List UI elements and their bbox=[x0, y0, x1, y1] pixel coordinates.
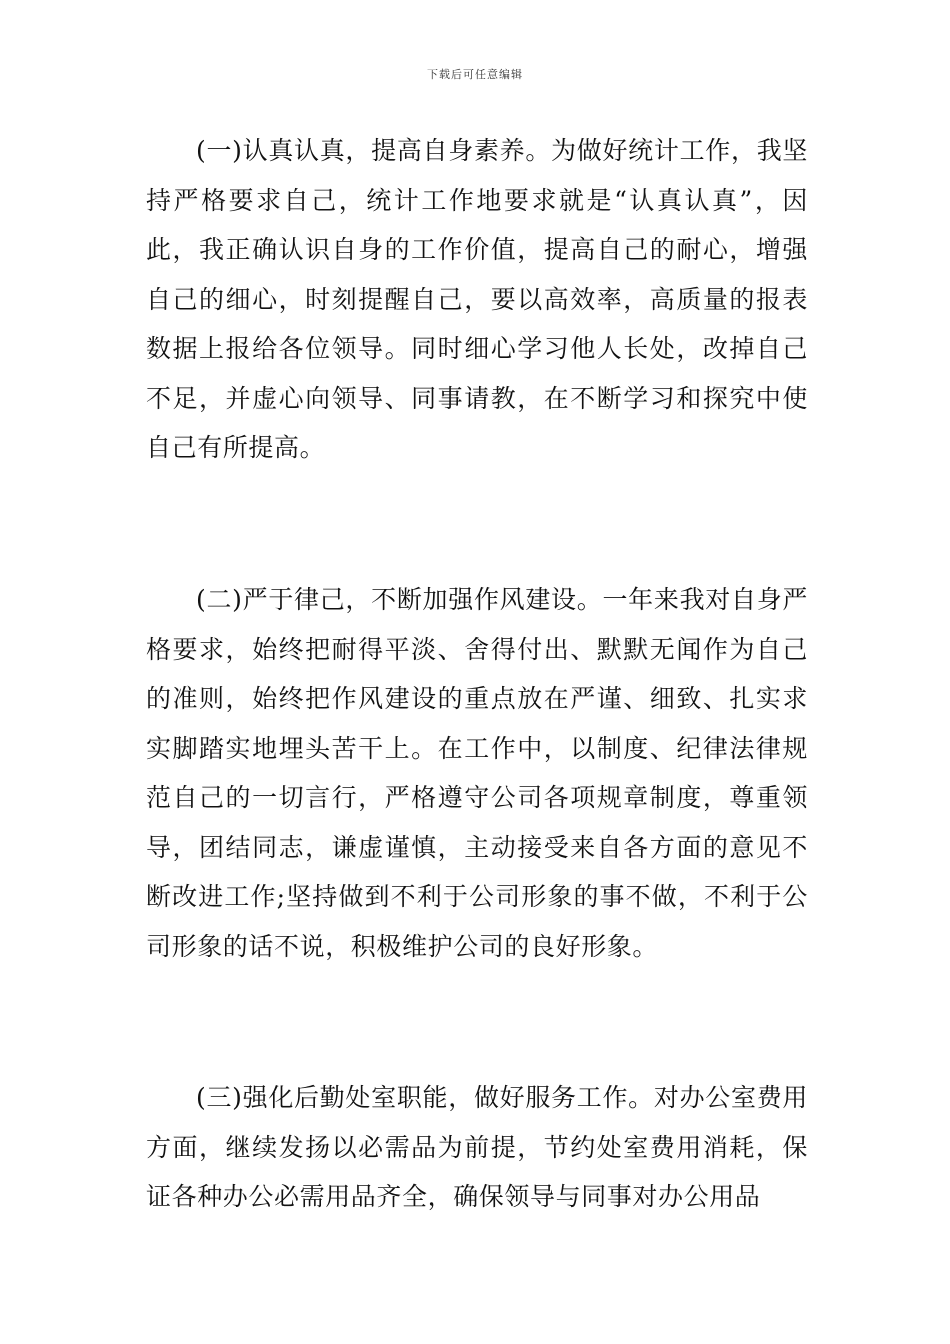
header-note: 下载后可任意编辑 bbox=[427, 68, 523, 81]
paragraph-1: (一)认真认真，提高自身素养。为做好统计工作，我坚持严格要求自己，统计工作地要求就是“认真认真”，因此，我正确认识自身的工作价值，提高自己的耐心，增强自己的细心，时刻提醒自己，要以高效率，高质量的报表数据上报给各位领导。同时细心学习他人长处，改掉自己不足，并虚心向领导、同事请教，在不断学习和探究中使自己有所提高。 bbox=[146, 136, 808, 462]
paragraph-3: (三)强化后勤处室职能，做好服务工作。对办公室费用方面，继续发扬以必需品为前提，节约处室费用消耗，保证各种办公必需用品齐全，确保领导与同事对办公用品 bbox=[146, 1083, 808, 1211]
paragraph-2: (二)严于律己，不断加强作风建设。一年来我对自身严格要求，始终把耐得平淡、舍得付出、默默无闻作为自己的准则，始终把作风建设的重点放在严谨、细致、扎实求实脚踏实地埋头苦干上。在工作中，以制度、纪律法律规范自己的一切言行，严格遵守公司各项规章制度，尊重领导，团结同志，谦虚谨慎，主动接受来自各方面的意见不断改进工作;坚持做到不利于公司形象的事不做，不利于公司形象的话不说，积极维护公司的良好形象。 bbox=[146, 585, 808, 961]
document-body bbox=[146, 0, 808, 1344]
